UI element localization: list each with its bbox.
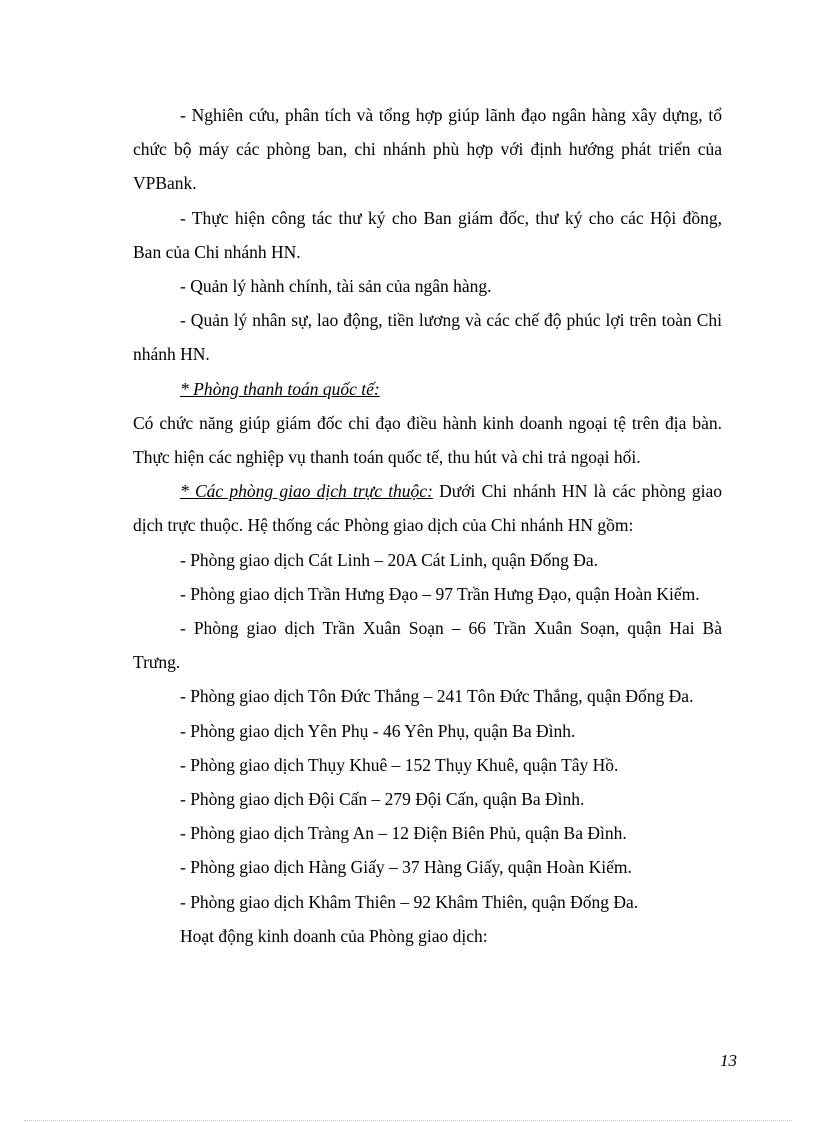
page-body [133,98,722,953]
footer-divider [24,1120,792,1121]
branches-intro-text: Dưới Chi nhánh HN là các phòng giao dịch trực thuộc. Hệ thống các Phòng giao dịch của Chi nhánh HN gồm: [133,481,722,536]
branch-item: - Phòng giao dịch Đội Cấn – 279 Đội Cấn, quận Ba Đình. [180,789,585,810]
branch-activities-heading: Hoạt động kinh doanh của Phòng giao dịch: [180,925,488,946]
branch-item: - Phòng giao dịch Yên Phụ - 46 Yên Phụ, quận Ba Đình. [180,720,576,741]
duty-paragraph-1: - Nghiên cứu, phân tích và tổng hợp giúp lãnh đạo ngân hàng xây dựng, tổ chức bộ máy các phòng ban, chi nhánh phù hợp với định hướng phát triển của VPBank. [133,105,722,194]
branch-item: - Phòng giao dịch Trần Xuân Soạn – 66 Trần Xuân Soạn, quận Hai Bà Trưng. [133,618,722,673]
heading-label: * Phòng thanh toán quốc tế: [180,378,380,399]
duty-paragraph-3: - Quản lý hành chính, tài sản của ngân hàng. [180,276,492,297]
branch-item: - Phòng giao dịch Thụy Khuê – 152 Thụy Khuê, quận Tây Hồ. [180,754,619,775]
international-payment-description: Có chức năng giúp giám đốc chỉ đạo điều hành kinh doanh ngoại tệ trên địa bàn. Thực hiện các nghiệp vụ thanh toán quốc tế, thu hút và chi trả ngoại hối. [133,412,722,468]
branch-item: - Phòng giao dịch Cát Linh – 20A Cát Linh, quận Đống Đa. [180,549,599,570]
branch-item: - Phòng giao dịch Khâm Thiên – 92 Khâm Thiên, quận Đống Đa. [180,891,639,912]
branch-item: - Phòng giao dịch Tràng An – 12 Điện Biên Phủ, quận Ba Đình. [180,823,627,844]
duty-paragraph-4: - Quản lý nhân sự, lao động, tiền lương và các chế độ phúc lợi trên toàn Chi nhánh HN. [133,310,722,365]
heading-label: * Các phòng giao dịch trực thuộc: [180,481,433,502]
branch-item: - Phòng giao dịch Trần Hưng Đạo – 97 Trần Hưng Đạo, quận Hoàn Kiếm. [180,583,700,604]
section-heading-international-payment [133,372,722,406]
page-number: 13 [720,1051,737,1070]
section-branches-intro [133,474,722,542]
duty-paragraph-2: - Thực hiện công tác thư ký cho Ban giám đốc, thư ký cho các Hội đồng, Ban của Chi nhánh HN. [133,207,722,262]
branch-item: - Phòng giao dịch Hàng Giấy – 37 Hàng Giấy, quận Hoàn Kiếm. [180,857,632,878]
branch-item: - Phòng giao dịch Tôn Đức Thắng – 241 Tôn Đức Thắng, quận Đống Đa. [180,686,694,707]
